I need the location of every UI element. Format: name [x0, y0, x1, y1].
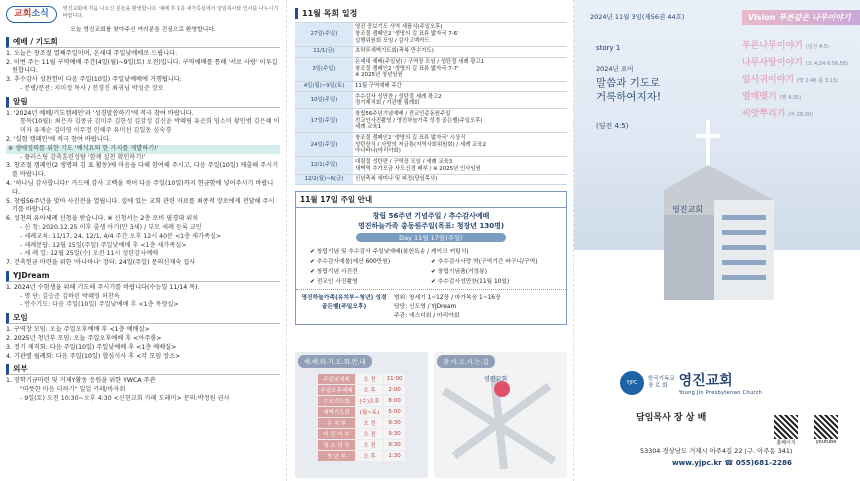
worship-time-cell: 오 후	[356, 451, 383, 462]
worship-time-row	[317, 407, 406, 418]
schedule-detail: 온세대 예배(주일낮) / 구역장 모임 / 성탄절 세례 광고1 창조절 캠페인2 '생명의 길 표류 밟자국 7-7' ※ 2025년 청년임원	[353, 57, 567, 81]
schedule-detail: 대림절 성탄편 / 구역장 모임 / 세례 교육3 새벽역 추가모금 사도신경 배부 / ※ 2025년 인사임원	[353, 157, 567, 174]
schedule-detail: 추수감사 성만찬 / 성탄절 세례 광고2 정기제직회 / 기관별 월례회	[353, 92, 567, 109]
schedule-row	[295, 174, 567, 185]
website-link[interactable]: www.yjpc.kr	[672, 458, 722, 467]
story-label: story 1	[596, 44, 621, 52]
pastor-name: 담임목사 장 상 배	[636, 413, 707, 423]
schedule-row	[295, 47, 567, 58]
vision-menu-item: 잎사귀이야기 (행 2:46 롬 3:13)	[741, 75, 838, 86]
external-item: 1. 장학기금마련 및 거제Y활동 응원을 위한 YWCA 주관	[6, 377, 156, 385]
yjdream-item: 1. 2024년 수험생을 위해 기도해 주시기를 바랍니다(수능일 11/14 목).	[6, 283, 200, 291]
church-logo: YJPC 한국기독교 장 로 회 영진교회 Young Jin Presbyterian Church	[620, 370, 762, 396]
worship-time-cell: 주일낮예배	[317, 374, 356, 385]
worship-time-cell: 9:30	[383, 440, 406, 451]
worship-time-cell: 8:00	[383, 396, 406, 407]
notice-item: 통독(10월): 최은자 김종규 김미주 김한성 김감성 김신윤 박혜림 유순희 임소미 황인범 김은혜 이미자 유재순 김미영 이무정 인해주 유미선 김일동 심숙경	[20, 118, 280, 135]
event-item: ✔ 창립기념품(거정봉)	[431, 269, 488, 276]
schedule-detail: 영진 중보기도 사역 세플식(주일오후) 창조절 캠페인2 '생명의 길 표류 밟자국 7-6' 실행위원회 모임 / 감사고백카드	[353, 23, 567, 47]
notice-item: - 세 례 일: 12월 25일(수) 오전 11시 성탄감사예배	[20, 250, 159, 258]
worship-time-row	[317, 440, 406, 451]
notice-item: - 신 청: 2020.12.25 이후 출생 아기(만 3세) / 부모 세례 등록 교인	[20, 224, 202, 232]
goal-title: 영진하늘가족 총동원주일(목표: 청장년 130명)	[357, 222, 505, 231]
worship-time-cell: 오 전	[356, 374, 383, 385]
worship-time-cell: 청 소 년 부	[317, 440, 356, 451]
worship-time-cell: 오 전	[356, 440, 383, 451]
event-item: ✔ 추수감사예물(예산 600만원)	[310, 259, 391, 266]
section-external: 외부	[6, 364, 280, 375]
schedule-panel	[287, 0, 574, 481]
section-notice: 알림	[6, 97, 280, 108]
schedule-row	[295, 157, 567, 174]
event-item: ✔ 창립기념 및 추수감사 주일낮예배(봉헌특송 / 케이크 커팅식)	[310, 249, 469, 256]
vision-banner: Vision 푸른같은 나무이야기	[742, 10, 860, 25]
notice-item: 7. 건축헌금 마련을 위한 '아나바나' 장터: 24일(주일) 문의신재숙 집사	[6, 259, 196, 267]
worship-item: 1. 오늘은 창조절 열째주일이며, 온세대 주일낮예배로 드립니다.	[6, 49, 178, 57]
notice-list	[6, 110, 280, 268]
golden-bell-detail: 범위: 창세기 1~12장 / 마가복음 1~16장 담당: 신도영 / YJDream 주관: 에스더회 / 마리아회	[394, 295, 501, 320]
schedule-date: 27일(주일)	[295, 23, 353, 47]
yjdream-item: - 안수기도: 다음 주일(10일) 주일낮예배 후 <1층 목양실>	[20, 301, 179, 309]
worship-time-cell: 9:30	[383, 429, 406, 440]
schedule-date: 17일(주일)	[295, 109, 353, 133]
logo-emblem-icon: YJPC	[620, 371, 644, 395]
map-church-label: 영진교회	[484, 376, 508, 383]
motto: 말씀과 기도로 거룩하여지자!	[596, 77, 662, 104]
worship-item: 3. 추수감사 성찬헌이 다음 주일(10일) 주일낮예배에 거행됩니다.	[6, 76, 182, 84]
event-list	[296, 244, 566, 287]
worship-time-cell: 청 년 부	[317, 451, 356, 462]
worship-time-cell: 오 후	[356, 385, 383, 396]
meeting-item: 1. 구역장 모임: 오늘 주일오후예배 후 <1층 예배실>	[6, 326, 150, 334]
youtube-qr[interactable]: youtube	[814, 415, 838, 445]
welcome-text: 영진교회에 처음 나오신 분들을 환영합니다. 예배 후 1층 새가족실에서 당임목사와 인사를 나누시기 바랍니다.	[62, 6, 279, 19]
worship-time-cell: 1:30	[383, 451, 406, 462]
schedule-row	[295, 133, 567, 157]
meeting-item: 4. 기관별 월례회: 다음 주일(10일) 협심식사 후 <각 모임 장소>	[6, 352, 181, 360]
worship-item: - 분병/분잔: 지미정 목사 / 전경진 최귀님 박성준 장로	[20, 85, 164, 93]
golden-bell	[296, 289, 566, 321]
worship-time-cell: 오 전	[356, 418, 383, 429]
notice-item: 1. '2024년 예배/기도캠페인'과 '성경말씀하기'에 적극 참여 바랍니다.	[6, 109, 194, 117]
sunday-info-title: 11월 17일 주일 안내	[296, 192, 566, 208]
church-building-image	[644, 120, 794, 310]
anniversary-title: 창립 56주년 기념주일 / 추수감사예배	[372, 212, 490, 221]
schedule-row	[295, 109, 567, 133]
notice-item: 3. 창조절 캠페인(2 생명의 김 표 활동)에 마음을 다해 참여해 주시고, 다음 주일(10일) 제출해 주시기를 바랍니다.	[6, 162, 279, 179]
external-item: "따뜻한 마음 더하기" 일일 카페/바자회	[20, 385, 126, 393]
event-item: ✔ 전교인 사진촬영	[310, 279, 358, 286]
worship-time-row	[317, 451, 406, 462]
section-yjdream: YJDream	[6, 271, 280, 282]
external-item: - 9일(토) 오전 10:30~오후 4:30 <신현교회 카페 도레미> 문의:박정원 권사	[20, 394, 230, 402]
day-badge: Day 11월 17일(주일)	[356, 233, 506, 242]
worship-time-cell: (수)오후	[356, 396, 383, 407]
worship-time-row	[317, 385, 406, 396]
news-tag: 교회소식	[6, 6, 57, 23]
worship-times-box	[295, 352, 428, 478]
notice-item: ※ 생애정의를 위한 기도 '예식요의 한 가지를 개발하기!'	[6, 145, 280, 154]
worship-time-cell: 수요기도회	[317, 396, 356, 407]
golden-bell-label: 영진하늘가족(유치부~청년) 성경 골든벨(주일오후)	[301, 295, 387, 311]
worship-time-row	[317, 429, 406, 440]
notice-item: 6. 성천의 유아세례 신청을 받습니다. ※ 신청서는 2층 로비 필경대 위치	[6, 215, 199, 223]
worship-time-row	[317, 418, 406, 429]
schedule-date: 12/1(주일)	[295, 157, 353, 174]
worship-time-row	[317, 396, 406, 407]
address: 53304 경상남도 거제시 아주4길 22 (구. 아주동 341)	[640, 447, 793, 455]
notice-item: 4. '하나님 감사합니다!' 카드에 감사 고백을 적어 다음 주일(10일)까지 헌금함에 넣어주시기 바랍니다.	[6, 180, 274, 196]
notice-item: 5. 창립56주년을 맞아 사진전을 열립니다. 집에 있는 교회 관련 자료를 최종적 장로에게 전달해 주시기를 바랍니다.	[6, 197, 275, 214]
vision-menu-item: 씨앗뿌리기 (마 28:20)	[741, 109, 814, 120]
bottom-info	[295, 352, 567, 478]
schedule-date: 11/1(금)	[295, 47, 353, 58]
worship-item: 2. 이번 주는 11월 구역예배 주간(4일(월)~9일(토) 오전)입니다. 구역예배를 통해 '서로 사랑' 이루길 원합니다.	[6, 58, 278, 75]
schedule-detail: 창조절 캠페인2 '생명의 길 표류 밟자국' 시상식 성탄장식 / 사랑의 저금통(지역사회위원회) / 세례 교육2 아나바나(마리아회)	[353, 133, 567, 157]
schedule-row	[295, 23, 567, 47]
worship-time-cell: 2:00	[383, 385, 406, 396]
directions-map	[434, 371, 564, 471]
schedule-date: 24일(주일)	[295, 133, 353, 157]
meeting-list	[6, 326, 280, 361]
section-worship: 예배 / 기도회	[6, 37, 280, 48]
church-sign: 영진교회	[672, 205, 703, 214]
notice-item: - 세례교육: 11/17, 24, 12/1, 4/4 주간 오후 12시 40분 <1층 새가족실>	[20, 232, 222, 240]
schedule-detail: 창립56주년기념예배 / 전교인총동원주일 전교인사진촬영 / 영진하늘가족 성경 골든벨(주일오후) 세례 교육1	[353, 109, 567, 133]
schedule-date: 4일(월)~9일(토)	[295, 81, 353, 92]
vision-menu	[742, 38, 848, 123]
schedule-row	[295, 92, 567, 109]
worship-time-cell: 새벽기도회	[317, 407, 356, 418]
sunday-info-box	[295, 191, 567, 325]
schedule-date: 10일(주일)	[295, 92, 353, 109]
contact: www.yjpc.kr ☎ 055)681-2286	[672, 458, 793, 467]
welcome-line: 오늘 영진교회를 찾아주신 여러분을 진심으로 환영합니다.	[70, 26, 216, 33]
worship-time-cell: 9:30	[383, 418, 406, 429]
notice-item: - 세례문답: 12월 15일(주일) 주일낮예배 후 <1층 새가족실>	[20, 241, 187, 249]
schedule-date: 12/2(월)~6(금)	[295, 174, 353, 185]
meeting-item: 2. 2025년 청년부 모임: 오늘 주일오후예배 후 <아주룸>	[6, 334, 162, 342]
news-panel	[0, 0, 287, 481]
worship-time-cell: 어 린 이 부	[317, 429, 356, 440]
motto-year: 2024년 표어	[596, 65, 634, 73]
cover-hero	[574, 0, 860, 250]
schedule-row	[295, 81, 567, 92]
yjdream-item: - 명 단: 김승준 김하린 박혜영 허찬옥	[20, 292, 120, 300]
qr-code-icon	[814, 415, 838, 439]
qr-code-icon	[774, 415, 798, 439]
yjdream-list	[6, 284, 280, 310]
directions-title: 찾.아.오.시.는.길	[437, 355, 495, 368]
worship-time-cell: 오 전	[356, 429, 383, 440]
section-meeting: 모임	[6, 313, 280, 324]
directions-box	[434, 352, 567, 478]
schedule-table	[295, 22, 567, 185]
worship-time-cell: 주일오후예배	[317, 385, 356, 396]
worship-time-cell: 11:00	[383, 374, 406, 385]
event-item: ✔ 창립기념 사진전	[310, 269, 358, 276]
church-marker-icon	[494, 381, 510, 397]
schedule-date: 3일(주일)	[295, 57, 353, 81]
external-list	[6, 377, 280, 403]
schedule-detail: 신년축복 세미나 및 피정(당임목사)	[353, 174, 567, 185]
worship-time-cell: 유 치 부	[317, 418, 356, 429]
church-name: 영진교회	[678, 373, 733, 389]
motto-reference: (딤전 4:5)	[596, 122, 629, 130]
event-item: ✔ 추수감사성만찬(11월 10일)	[431, 279, 510, 286]
worship-time-cell: 5:00	[383, 407, 406, 418]
schedule-detail: 11월 구역예배 주간	[353, 81, 567, 92]
event-item: ✔ 추수감사사랑 떡(구역기간 바구니/구역)	[431, 259, 538, 266]
meeting-item: 3. 정기 제직회: 다음 주일(10일) 주일낮예배 후 <1층 예배실>	[6, 343, 177, 351]
vision-menu-item: 푸른나무이야기 (딤전 4:5)	[741, 41, 829, 51]
worship-list	[6, 50, 280, 94]
schedule-detail: 초하루새벽기도회(축복 만수기도)	[353, 47, 567, 58]
issue-date: 2024년 11월 3일(제56권 44호)	[590, 13, 685, 21]
worship-time-cell: (월~토)	[356, 407, 383, 418]
news-header	[6, 6, 280, 23]
notice-item: 2. '실험 캠페인'에 적극 참여 바랍니다.	[6, 136, 111, 144]
worship-times-table	[317, 373, 407, 462]
cover-panel	[574, 0, 860, 481]
schedule-row	[295, 57, 567, 81]
homepage-qr[interactable]: 홈페이지	[774, 415, 798, 446]
worship-time-row	[317, 374, 406, 385]
notice-item: - 플러스팅 감축훈련성탐 '함께 실천 확인하기!'	[20, 153, 146, 161]
vision-menu-item: 나무사랑이야기 (요 4:24 6:56,58)	[741, 58, 848, 69]
vision-menu-item: 열매맺기 (행 4:35)	[741, 92, 802, 103]
worship-times-title: 예.배.와.기.도.회.안.내	[298, 355, 372, 368]
schedule-title: 11월 목회 일정	[295, 8, 567, 19]
